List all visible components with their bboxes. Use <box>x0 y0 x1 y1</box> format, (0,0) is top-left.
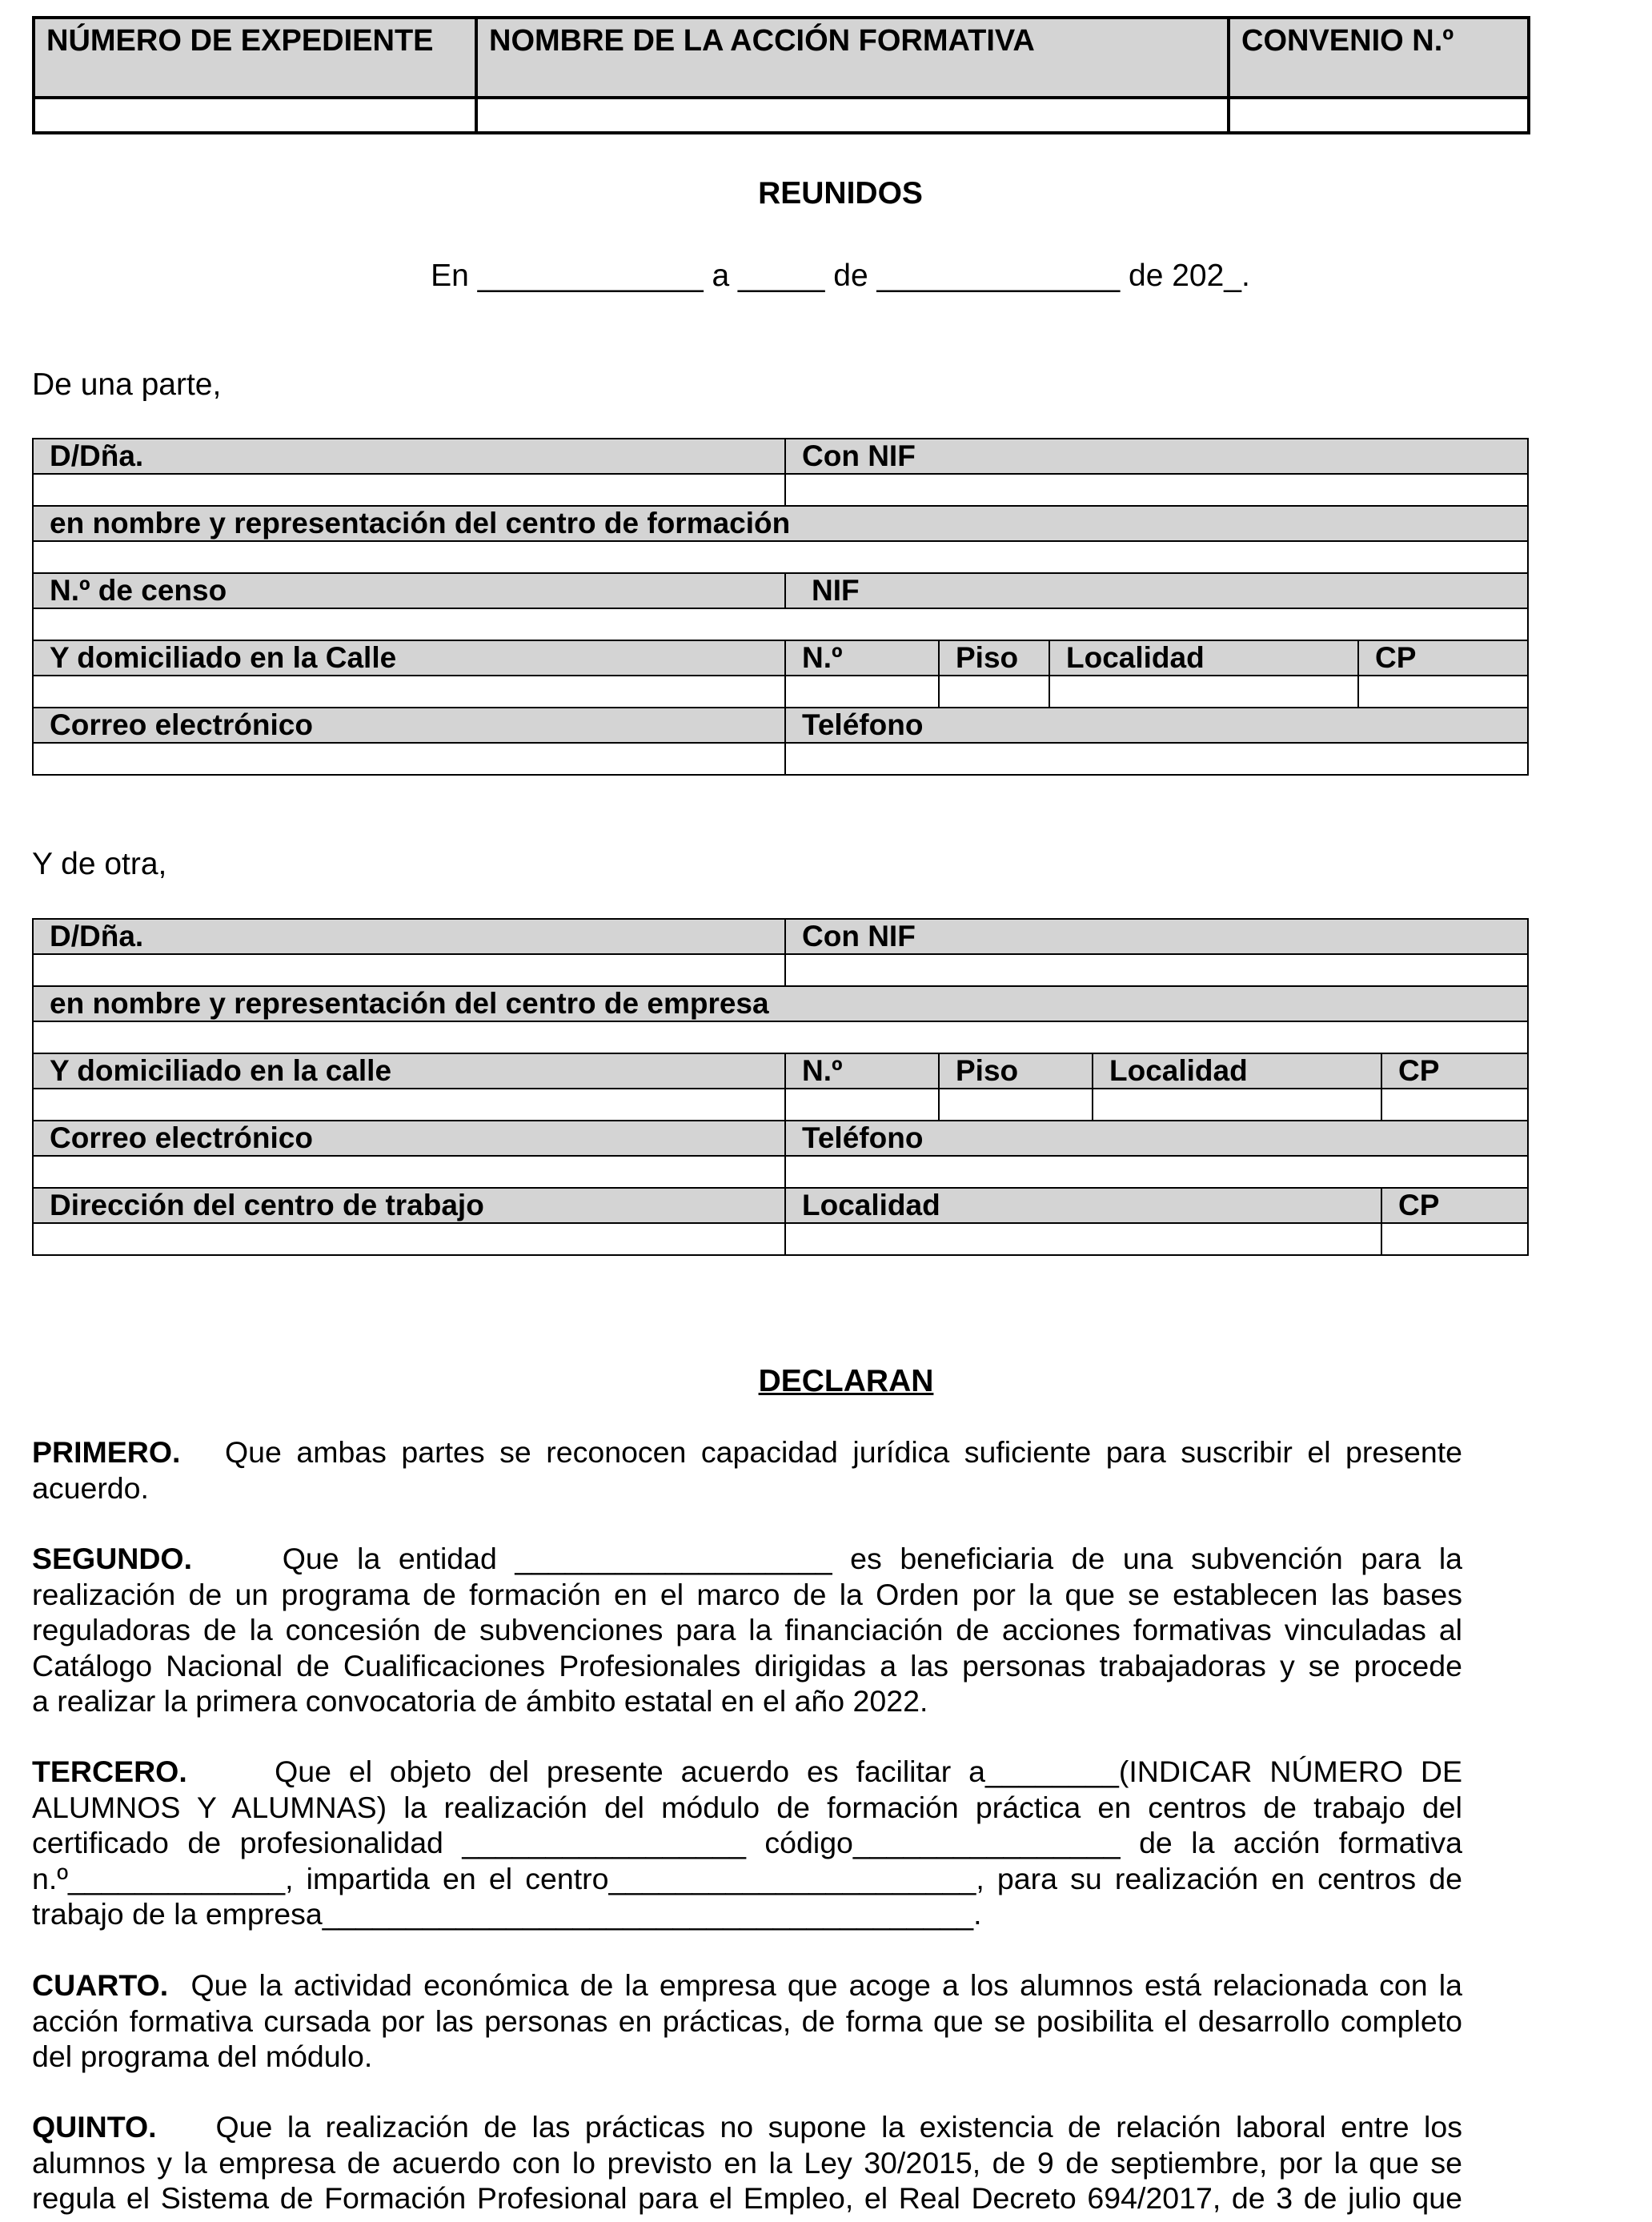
p1-correo-label: Correo electrónico <box>33 708 785 743</box>
header-convenio: CONVENIO N.º <box>1229 18 1529 98</box>
nombre-accion-field[interactable] <box>476 98 1229 133</box>
p2-piso-field[interactable] <box>939 1089 1093 1121</box>
parte2-table <box>32 918 1529 1256</box>
p1-cp-field[interactable] <box>1358 676 1528 708</box>
p2-cp2-label: CP <box>1381 1188 1528 1223</box>
p1-cp-label: CP <box>1358 640 1528 676</box>
p1-telefono-field[interactable] <box>785 743 1528 775</box>
segundo-label: SEGUNDO. <box>32 1542 193 1575</box>
p2-cp-label: CP <box>1381 1053 1528 1089</box>
quinto-label: QUINTO. <box>32 2110 157 2144</box>
p1-con-nif-field[interactable] <box>785 474 1528 506</box>
p1-telefono-label: Teléfono <box>785 708 1528 743</box>
tercero-line-2: ALUMNOS Y ALUMNAS) la realización del módulo de formación práctica en centros de trabajo del <box>32 1790 1462 1824</box>
p2-direccion-field[interactable] <box>33 1223 785 1255</box>
parte1-table <box>32 438 1529 776</box>
header-numero-expediente: NÚMERO DE EXPEDIENTE <box>34 18 476 98</box>
p2-localidad2-label: Localidad <box>785 1188 1381 1223</box>
p2-piso-label: Piso <box>939 1053 1093 1089</box>
cuarto-line-1: Que la actividad económica de la empresa que acoge a los alumnos está relacionada con la <box>190 1968 1462 2002</box>
p2-representacion-label: en nombre y representación del centro de empresa <box>33 986 1528 1021</box>
p2-con-nif-field[interactable] <box>785 954 1528 986</box>
p1-dona-label: D/Dña. <box>33 439 785 474</box>
primero-line-1: Que ambas partes se reconocen capacidad jurídica suficiente para suscribir el presente <box>224 1435 1462 1469</box>
p2-dona-label: D/Dña. <box>33 919 785 954</box>
p1-piso-label: Piso <box>939 640 1049 676</box>
clause-tercero <box>32 1754 1462 1932</box>
p1-localidad-field[interactable] <box>1049 676 1358 708</box>
tercero-line-1: Que el objeto del presente acuerdo es facilitar a________(INDICAR NÚMERO DE <box>275 1755 1462 1788</box>
convenio-field[interactable] <box>1229 98 1529 133</box>
p1-censo-field[interactable] <box>33 608 1528 640</box>
parte1-intro: De una parte, <box>32 367 222 402</box>
segundo-line-5: a realizar la primera convocatoria de ámbito estatal en el año 2022. <box>32 1684 928 1718</box>
cuarto-line-2: acción formativa cursada por las personas en prácticas, de forma que se posibilita el desarrollo completo <box>32 2003 1462 2038</box>
p1-nif-label: NIF <box>785 573 1528 608</box>
cuarto-line-3: del programa del módulo. <box>32 2040 373 2073</box>
p2-localidad2-field[interactable] <box>785 1223 1381 1255</box>
quinto-line-2: alumnos y la empresa de acuerdo con lo previsto en la Ley 30/2015, de 9 de septiembre, por la que se <box>32 2145 1462 2180</box>
place-date-line: En _____________ a _____ de ______________ de 202_. <box>431 259 1250 293</box>
parte2-intro: Y de otra, <box>32 847 167 881</box>
p2-representacion-field[interactable] <box>33 1021 1528 1053</box>
expediente-table <box>32 16 1530 134</box>
segundo-line-4: Catálogo Nacional de Cualificaciones Profesionales dirigidas a las personas trabajadoras y se procede <box>32 1648 1462 1683</box>
segundo-line-3: reguladoras de la concesión de subvenciones para la financiación de acciones formativas vinculadas al <box>32 1613 1462 1646</box>
tercero-line-3: certificado de profesionalidad _________________ código________________ de la acción formativa <box>32 1826 1462 1859</box>
p2-telefono-field[interactable] <box>785 1156 1528 1188</box>
clause-primero <box>32 1434 1462 1506</box>
quinto-line-1: Que la realización de las prácticas no supone la existencia de relación laboral entre los <box>215 2110 1462 2144</box>
cuarto-label: CUARTO. <box>32 1968 169 2002</box>
clause-cuarto <box>32 1967 1462 2075</box>
segundo-line-2: realización de un programa de formación en el marco de la Orden por la que se establecen las bases <box>32 1577 1462 1611</box>
segundo-line-1: Que la entidad ___________________ es beneficiaria de una subvención para la <box>282 1542 1463 1575</box>
p1-censo-label: N.º de censo <box>33 573 785 608</box>
p2-cp2-field[interactable] <box>1381 1223 1528 1255</box>
p1-localidad-label: Localidad <box>1049 640 1358 676</box>
numero-expediente-field[interactable] <box>34 98 476 133</box>
p1-dona-field[interactable] <box>33 474 785 506</box>
p1-numero-label: N.º <box>785 640 939 676</box>
p2-dona-field[interactable] <box>33 954 785 986</box>
p1-calle-field[interactable] <box>33 676 785 708</box>
p1-representacion-field[interactable] <box>33 541 1528 573</box>
p2-telefono-label: Teléfono <box>785 1121 1528 1156</box>
p2-correo-field[interactable] <box>33 1156 785 1188</box>
p1-piso-field[interactable] <box>939 676 1049 708</box>
primero-line-2: acuerdo. <box>32 1470 149 1505</box>
p2-numero-field[interactable] <box>785 1089 939 1121</box>
clause-segundo <box>32 1541 1462 1719</box>
p1-numero-field[interactable] <box>785 676 939 708</box>
p2-correo-label: Correo electrónico <box>33 1121 785 1156</box>
p1-representacion-label: en nombre y representación del centro de formación <box>33 506 1528 541</box>
p2-calle-label: Y domiciliado en la calle <box>33 1053 785 1089</box>
p2-cp-field[interactable] <box>1381 1089 1528 1121</box>
tercero-label: TERCERO. <box>32 1755 187 1788</box>
declaran-title: DECLARAN <box>758 1364 934 1398</box>
clause-quinto <box>32 2109 1462 2216</box>
p2-direccion-label: Dirección del centro de trabajo <box>33 1188 785 1223</box>
p1-calle-label: Y domiciliado en la Calle <box>33 640 785 676</box>
quinto-line-3: regula el Sistema de Formación Profesional para el Empleo, el Real Decreto 694/2017, de 3 de julio que <box>32 2181 1462 2215</box>
reunidos-title: REUNIDOS <box>758 176 923 211</box>
p1-con-nif-label: Con NIF <box>785 439 1528 474</box>
p2-con-nif-label: Con NIF <box>785 919 1528 954</box>
tercero-line-4: n.º_____________, impartida en el centro______________________, para su realización en centros de <box>32 1861 1462 1895</box>
p2-localidad-field[interactable] <box>1093 1089 1381 1121</box>
header-nombre-accion: NOMBRE DE LA ACCIÓN FORMATIVA <box>476 18 1229 98</box>
primero-label: PRIMERO. <box>32 1435 181 1469</box>
p2-numero-label: N.º <box>785 1053 939 1089</box>
p2-localidad-label: Localidad <box>1093 1053 1381 1089</box>
p2-calle-field[interactable] <box>33 1089 785 1121</box>
tercero-line-5: trabajo de la empresa_______________________________________. <box>32 1897 982 1931</box>
p1-correo-field[interactable] <box>33 743 785 775</box>
